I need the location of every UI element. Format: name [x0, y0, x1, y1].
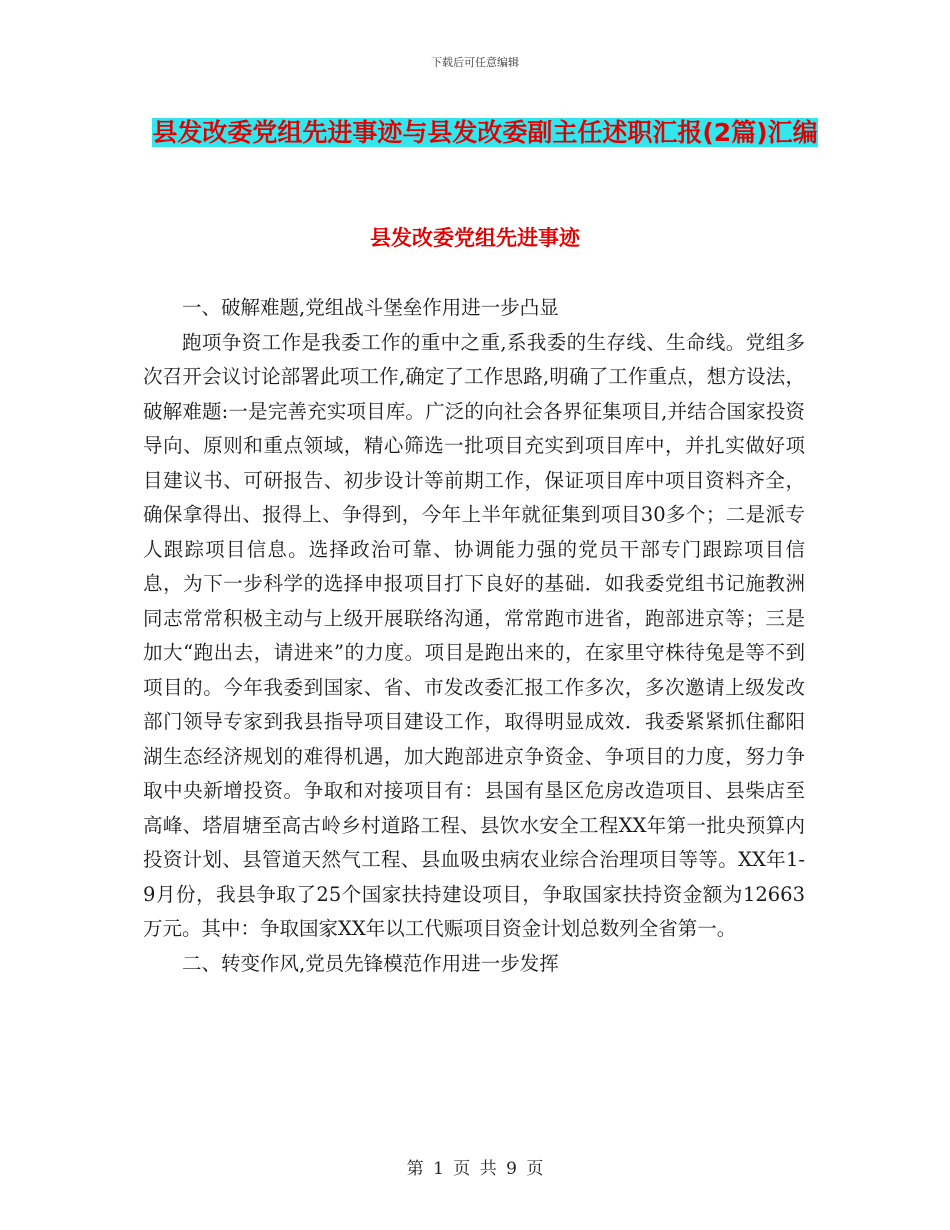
paragraph-body-1: 跑项争资工作是我委工作的重中之重,系我委的生存线、生命线。党组多次召开会议讨论部署此项工作,确定了工作思路,明确了工作重点，想方设法，破解难题:一是完善充实项目库。广泛的向社会各界征集项目,并结合国家投资导向、原则和重点领域，精心筛选一批项目充实到项目库中，并扎实做好项目建议书、可研报告、初步设计等前期工作，保证项目库中项目资料齐全，确保拿得出、报得上、争得到，今年上半年就征集到项目30多个；二是派专人跟踪项目信息。选择政治可靠、协调能力强的党员干部专门跟踪项目信息，为下一步科学的选择申报项目打下良好的基础．如我委党组书记施教洲同志常常积极主动与上级开展联络沟通，常常跑市进省，跑部进京等；三是加大“跑出去，请进来”的力度。项目是跑出来的，在家里守株待兔是等不到项目的。今年我委到国家、省、市发改委汇报工作多次，多次邀请上级发改部门领导专家到我县指导项目建设工作，取得明显成效．我委紧紧抓住鄱阳湖生态经济规划的难得机遇，加大跑部进京争资金、争项目的力度，努力争取中央新增投资。争取和对接项目有：县国有垦区危房改造项目、县柴店至高峰、塔眉塘至高古岭乡村道路工程、县饮水安全工程XX年第一批央预算内投资计划、县管道天然气工程、县血吸虫病农业综合治理项目等等。XX年1-9月份，我县争取了25个国家扶持建设项目，争取国家扶持资金额为12663万元。其中：争取国家XX年以工代赈项目资金计划总数列全省第一。 — [143, 330, 805, 940]
section-title: 县发改委党组先进事迹 — [370, 226, 580, 250]
paragraph-heading-1: 一、破解难题,党组战斗堡垒作用进一步凸显 — [182, 296, 559, 319]
document-body — [143, 291, 805, 981]
page-number: 第 1 页 共 9 页 — [406, 1159, 544, 1179]
paragraph-heading-2: 二、转变作风,党员先锋模范作用进一步发挥 — [182, 951, 559, 975]
document-title — [150, 112, 820, 154]
document-title-text: 县发改委党组先进事迹与县发改委副主任述职汇报(2篇)汇编 — [152, 118, 818, 147]
page-header-note: 下载后可任意编辑 — [431, 56, 519, 69]
